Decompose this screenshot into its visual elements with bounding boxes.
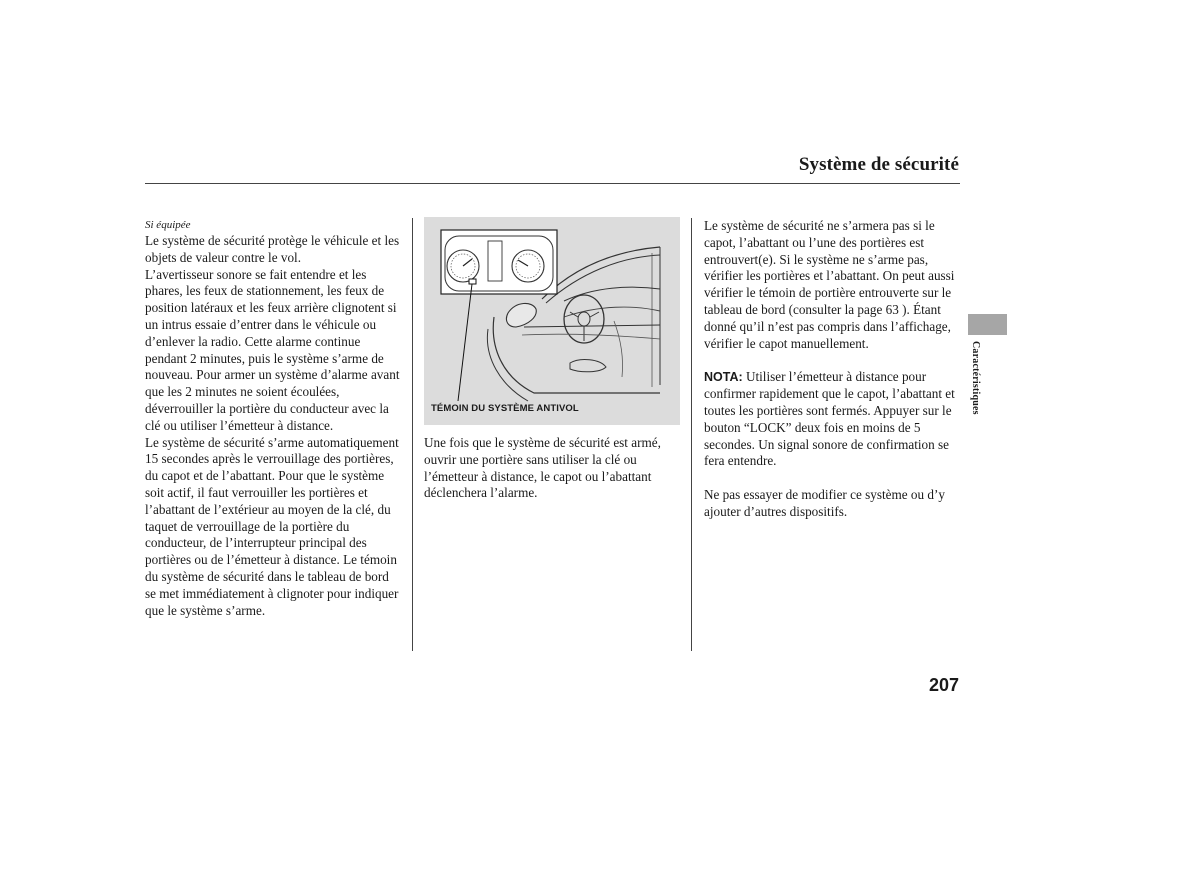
- section-tab-label: Caractéristiques: [970, 341, 981, 415]
- security-indicator-light: [469, 279, 476, 284]
- left-column: [145, 218, 403, 619]
- header-divider: [145, 183, 960, 184]
- column-divider-1: [412, 218, 413, 651]
- middle-column: [424, 435, 682, 502]
- nota-paragraph: [704, 369, 962, 470]
- figure-caption: TÉMOIN DU SYSTÈME ANTIVOL: [431, 403, 579, 414]
- page-number: 207: [928, 675, 959, 695]
- nota-text: Utiliser l’émetteur à distance pour confirmer rapidement que le capot, l’abattant et toutes les portières sont fermés. Appuyer sur le bouton “LOCK” deux fois en moins de 5 secondes. Un signal sonore de confirmation se fera entendre.: [704, 369, 955, 469]
- paragraph-intro: Le système de sécurité protège le véhicule et les objets de valeur contre le vol.: [145, 233, 400, 265]
- column-divider-2: [691, 218, 692, 651]
- page-title: Système de sécurité: [798, 154, 959, 175]
- equipment-note: Si équipée: [145, 219, 191, 231]
- nota-label: NOTA:: [704, 370, 743, 385]
- paragraph-not-armed: Le système de sécurité ne s’armera pas si le capot, l’abattant ou l’une des portières est entrouvert(e). Si le système ne s’arme pas, vérifier les portières et l’abattant. On peut aussi vérifier le témoin de portière entrouverte sur le tableau de bord (consulter la page 63 ). Étant donné qu’il n’est pas compris dans l’affichage, vérifier le capot manuellement.: [704, 218, 955, 351]
- section-tab-marker: [968, 314, 1007, 335]
- paragraph-arming: Le système de sécurité s’arme automatiquement 15 secondes après le verrouillage des portières, du capot et de l’abattant. Pour que le système soit actif, il faut verrouiller les portières et l’abattant de l’extérieur au moyen de la clé, du taquet de verrouillage de la portière du conducteur, de l’interrupteur principal des portières ou de l’émetteur à distance. Le témoin du système de sécurité dans le tableau de bord se met immédiatement à clignoter pour indiquer que le système s’arme.: [145, 434, 399, 618]
- paragraph-alarm: L’avertisseur sonore se fait entendre et les phares, les feux de stationnement, les feux de position latéraux et les feux arrière clignotent si un intrus essaie d’entrer dans le véhicule ou d’enlever la radio. Cette alarme continue pendant 2 minutes, puis le système s’arme de nouveau. Pour armer un système d’alarme avant que les 2 minutes ne soient écoulées, déverrouiller la portière du conducteur avec la clé ou utiliser l’émetteur à distance.: [145, 266, 400, 433]
- security-indicator-figure: [424, 217, 680, 425]
- right-column: [704, 218, 962, 521]
- dashboard-illustration: [424, 217, 680, 425]
- paragraph-trigger: Une fois que le système de sécurité est armé, ouvrir une portière sans utiliser la clé ou l’émetteur à distance, le capot ou l’abattant déclenchera l’alarme.: [424, 435, 661, 501]
- paragraph-warning: Ne pas essayer de modifier ce système ou d’y ajouter d’autres dispositifs.: [704, 487, 945, 519]
